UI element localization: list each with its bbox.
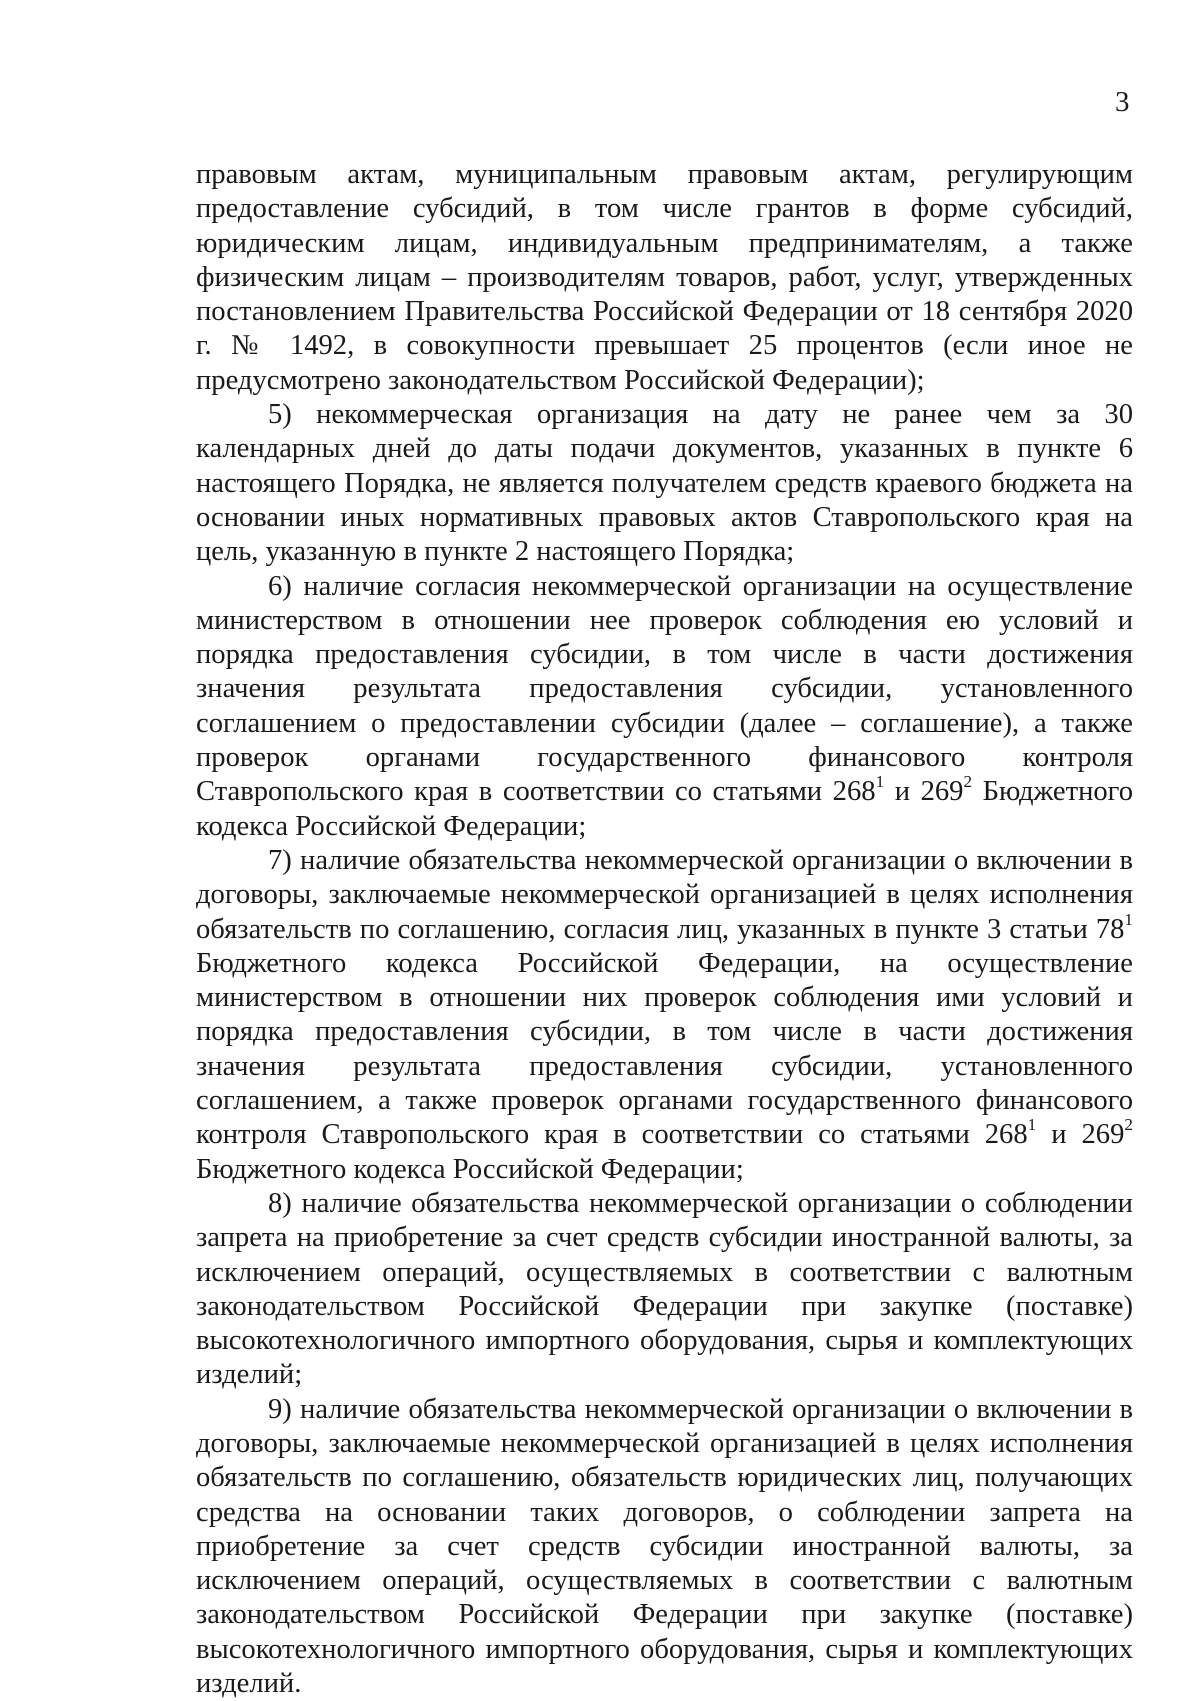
- paragraph-item-6-text-c: Бюджетного кодекса Российской Федерации;: [196, 776, 1133, 842]
- superscript: 1: [875, 772, 885, 792]
- paragraph-item-7-text-b: Бюджетного кодекса Российской Федерации, на осуществление министерством в отношении них проверок соблюдения ими условий и порядка предоставления субсидии, в том числе в части достижения значения результата предоставления субсидии, установленного соглашением, а также проверок органами государственного финансового контроля Ставропольского края в соответствии со статьями 268: [196, 947, 1133, 1151]
- paragraph-item-8: 8) наличие обязательства некоммерческой организации о соблюдении запрета на приобретение за счет средств субсидии иностранной валюты, за исключением операций, осуществляемых в соответствии с валютным законодательством Российской Федерации при закупке (поставке) высокотехнологичного импортного оборудования, сырья и комплектующих изделий;: [196, 1187, 1133, 1391]
- paragraph-continuation: правовым актам, муниципальным правовым актам, регулирующим предоставление субсидий, в том числе грантов в форме субсидий, юридическим лицам, индивидуальным предпринимателям, а также физическим лицам – производителям товаров, работ, услуг, утвержденных постановлением Правительства Российской Федерации от 18 сентября 2020 г. № 1492, в совокупности превышает 25 процентов (если иное не предусмотрено законодательством Российской Федерации);: [196, 159, 1133, 396]
- superscript: 1: [1027, 1115, 1037, 1135]
- superscript: 1: [1124, 909, 1133, 929]
- paragraph-item-6-text-b: и 269: [884, 776, 964, 808]
- paragraph-item-5: 5) некоммерческая организация на дату не ранее чем за 30 календарных дней до даты подачи документов, указанных в пункте 6 настоящего Порядка, не является получателем средств краевого бюджета на основании иных нормативных правовых актов Ставропольского края на цель, указанную в пункте 2 настоящего Порядка;: [196, 399, 1133, 568]
- superscript: 2: [963, 772, 973, 792]
- paragraph-item-7-text-a: 7) наличие обязательства некоммерческой организации о включении в договоры, заключаемые некоммерческой организацией в целях исполнения обязательств по соглашению, согласия лиц, указанных в пункте 3 статьи 78: [196, 844, 1133, 945]
- document-body: [196, 158, 1133, 1701]
- paragraph-item-6: [196, 570, 1133, 844]
- page-number: 3: [1115, 86, 1130, 118]
- paragraph-item-7-text-d: Бюджетного кодекса Российской Федерации;: [196, 1153, 744, 1185]
- paragraph-item-7: [196, 844, 1133, 1187]
- paragraph-item-9: 9) наличие обязательства некоммерческой организации о включении в договоры, заключаемые некоммерческой организацией в целях исполнения обязательств по соглашению, обязательств юридических лиц, получающих средства на основании таких договоров, о соблюдении запрета на приобретение за счет средств субсидии иностранной валюты, за исключением операций, осуществляемых в соответствии с валютным законодательством Российской Федерации при закупке (поставке) высокотехнологичного импортного оборудования, сырья и комплектующих изделий.: [196, 1393, 1133, 1700]
- paragraph-item-6-text-a: 6) наличие согласия некоммерческой организации на осуществление министерством в отношении нее проверок соблюдения ею условий и порядка предоставления субсидии, в том числе в части достижения значения результата предоставления субсидии, установленного соглашением о предоставлении субсидии (далее – соглашение), а также проверок органами государственного финансового контроля Ставропольского края в соответствии со статьями 268: [196, 570, 1133, 808]
- superscript: 2: [1124, 1115, 1133, 1135]
- paragraph-item-7-text-c: и 269: [1036, 1119, 1125, 1151]
